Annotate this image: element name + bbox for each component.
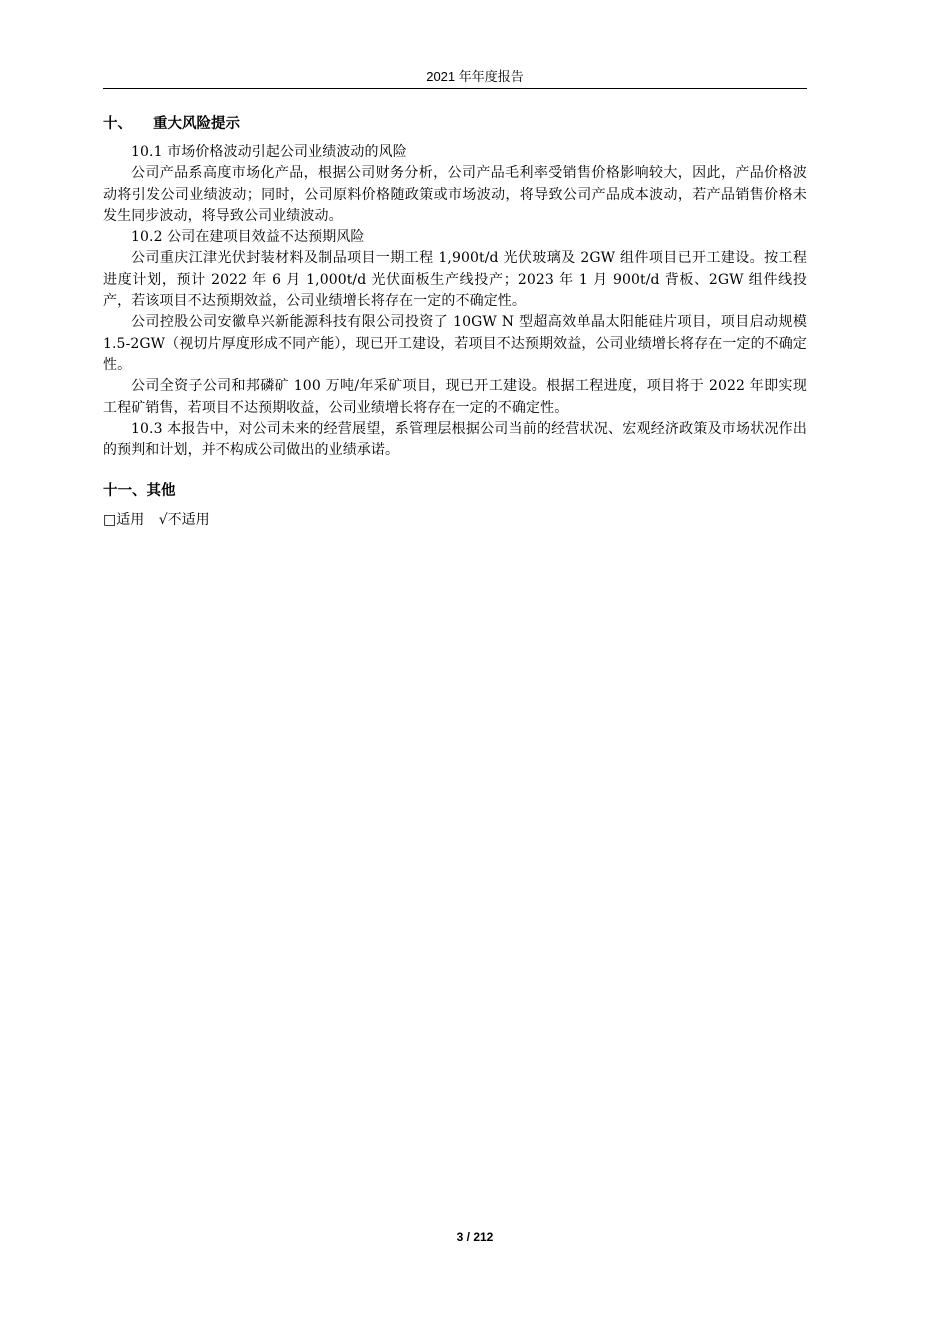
section-heading-major-risks (103, 112, 807, 136)
applicability-options (103, 509, 807, 531)
option-applicable: □适用 (103, 512, 145, 529)
report-header-title: 2021 年年度报告 (426, 69, 524, 84)
paragraph-phosphate-mine: 公司全资子公司和邦磷矿 100 万吨/年采矿项目，现已开工建设。根据工程进度，项目将于 2022 年即实现工程矿销售，若项目不达预期收益，公司业绩增长将存在一定的不确定性。 (103, 378, 807, 416)
section-number: 十、 (103, 116, 132, 132)
document-body (103, 112, 807, 531)
header-rule (103, 88, 807, 89)
risk-subheading-10-1: 10.1 市场价格波动引起公司业绩波动的风险 (131, 144, 407, 160)
page-number: 3 / 212 (456, 1230, 494, 1244)
section-title: 重大风险提示 (153, 116, 240, 132)
section-heading-other: 十一、其他 (103, 483, 176, 500)
paragraph-10-3-disclaimer: 10.3 本报告中，对公司未来的经营展望，系管理层根据公司当前的经营状况、宏观经济政策及市场状况作出的预判和计划，并不构成公司做出的业绩承诺。 (103, 420, 807, 459)
risk-subheading-10-2: 10.2 公司在建项目效益不达预期风险 (131, 229, 365, 246)
paragraph-anhui-project: 公司控股公司安徽阜兴新能源科技有限公司投资了 10GW N 型超高效单晶太阳能硅片项目，项目启动规模 1.5-2GW（视切片厚度形成不同产能），现已开工建设，若项目不达预期效益，公司业绩增长将存在一定的不确定性。 (103, 314, 807, 373)
paragraph-price-volatility: 公司产品系高度市场化产品，根据公司财务分析，公司产品毛利率受销售价格影响较大，因此，产品价格波动将引发公司业绩波动；同时，公司原料价格随政策或市场波动，将导致公司产品成本波动，若产品销售价格未发生同步波动，将导致公司业绩波动。 (103, 165, 807, 224)
paragraph-chongqing-project: 公司重庆江津光伏封装材料及制品项目一期工程 1,900t/d 光伏玻璃及 2GW 组件项目已开工建设。按工程进度计划，预计 2022 年 6 月 1,000t/d 光伏面板生产线投产；2023 年 1 月 900t/d 背板、2GW 组件线投产，若该项目不达预期效益，公司业绩增长将存在一定的不确定性。 (103, 250, 807, 310)
option-not-applicable: √不适用 (158, 512, 210, 529)
